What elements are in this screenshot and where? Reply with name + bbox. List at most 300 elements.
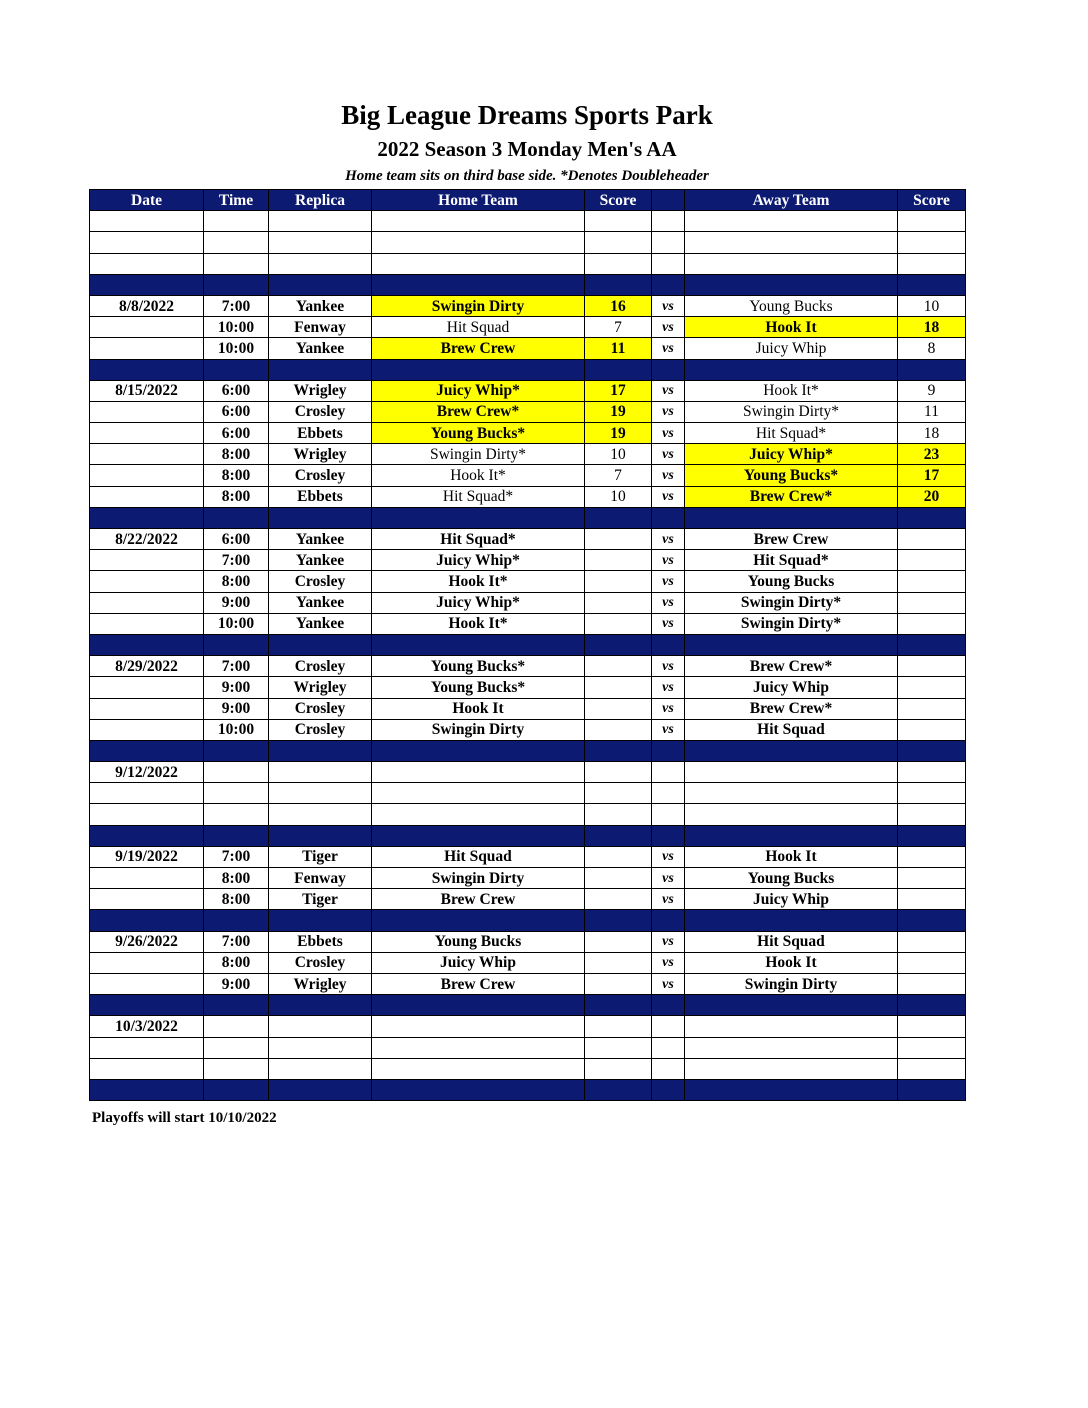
- time-cell: 9:00: [204, 677, 269, 698]
- away-team-cell: Hook It: [685, 952, 898, 973]
- replica-cell: [269, 274, 372, 295]
- home-team-cell: [372, 783, 585, 804]
- away-score-cell: [898, 507, 966, 528]
- date-row: [90, 1016, 966, 1037]
- home-score-cell: 7: [585, 317, 652, 338]
- replica-cell: Tiger: [269, 889, 372, 910]
- vs-cell: [652, 507, 685, 528]
- replica-cell: Crosley: [269, 401, 372, 422]
- home-team-cell: Hook It*: [372, 571, 585, 592]
- away-team-cell: [685, 634, 898, 655]
- away-score-cell: [898, 973, 966, 994]
- game-row: [90, 401, 966, 422]
- vs-cell: vs: [652, 529, 685, 550]
- home-score-cell: [585, 973, 652, 994]
- home-team-cell: [372, 1016, 585, 1037]
- time-cell: [204, 232, 269, 253]
- vs-cell: [652, 253, 685, 274]
- game-row: [90, 846, 966, 867]
- vs-cell: [652, 1079, 685, 1100]
- replica-cell: Yankee: [269, 592, 372, 613]
- home-score-cell: [585, 1079, 652, 1100]
- time-cell: 10:00: [204, 613, 269, 634]
- time-cell: 7:00: [204, 931, 269, 952]
- away-score-cell: 18: [898, 423, 966, 444]
- home-team-cell: Juicy Whip*: [372, 550, 585, 571]
- game-row: [90, 889, 966, 910]
- home-team-cell: Brew Crew*: [372, 401, 585, 422]
- vs-cell: vs: [652, 613, 685, 634]
- vs-cell: [652, 359, 685, 380]
- date-cell: [90, 719, 204, 740]
- home-score-cell: 10: [585, 486, 652, 507]
- replica-cell: [269, 634, 372, 655]
- away-score-cell: [898, 804, 966, 825]
- time-cell: [204, 910, 269, 931]
- table-header-row: [90, 190, 966, 211]
- vs-cell: vs: [652, 338, 685, 359]
- home-score-cell: [585, 550, 652, 571]
- vs-cell: vs: [652, 677, 685, 698]
- date-cell: [90, 486, 204, 507]
- vs-cell: [652, 232, 685, 253]
- date-cell: [90, 889, 204, 910]
- away-score-cell: [898, 698, 966, 719]
- game-row: [90, 931, 966, 952]
- home-team-cell: [372, 253, 585, 274]
- away-score-cell: [898, 846, 966, 867]
- time-cell: [204, 740, 269, 761]
- game-row: [90, 973, 966, 994]
- home-team-cell: [372, 740, 585, 761]
- away-team-cell: Hook It: [685, 846, 898, 867]
- away-team-cell: [685, 253, 898, 274]
- away-score-cell: [898, 719, 966, 740]
- replica-cell: Crosley: [269, 698, 372, 719]
- time-cell: [204, 253, 269, 274]
- away-score-cell: [898, 825, 966, 846]
- away-team-cell: Young Bucks: [685, 295, 898, 316]
- time-cell: 7:00: [204, 656, 269, 677]
- away-team-cell: [685, 211, 898, 232]
- game-row: [90, 423, 966, 444]
- empty-row: [90, 232, 966, 253]
- away-team-cell: Swingin Dirty*: [685, 613, 898, 634]
- time-cell: 6:00: [204, 529, 269, 550]
- date-cell: [90, 571, 204, 592]
- away-score-cell: [898, 1016, 966, 1037]
- home-score-cell: [585, 740, 652, 761]
- date-cell: [90, 338, 204, 359]
- home-team-cell: Hit Squad: [372, 846, 585, 867]
- home-team-cell: [372, 507, 585, 528]
- date-cell: 8/29/2022: [90, 656, 204, 677]
- date-cell: [90, 232, 204, 253]
- separator-row: [90, 359, 966, 380]
- date-cell: [90, 465, 204, 486]
- time-cell: 8:00: [204, 444, 269, 465]
- game-row: [90, 592, 966, 613]
- home-team-cell: Juicy Whip*: [372, 592, 585, 613]
- away-team-cell: [685, 359, 898, 380]
- date-cell: [90, 1037, 204, 1058]
- replica-cell: [269, 1058, 372, 1079]
- home-team-cell: Hook It: [372, 698, 585, 719]
- vs-cell: vs: [652, 550, 685, 571]
- away-team-cell: Young Bucks*: [685, 465, 898, 486]
- home-team-cell: Young Bucks*: [372, 656, 585, 677]
- time-cell: 10:00: [204, 338, 269, 359]
- time-cell: [204, 804, 269, 825]
- time-cell: [204, 1016, 269, 1037]
- time-cell: 8:00: [204, 486, 269, 507]
- page-title: Big League Dreams Sports Park: [341, 100, 713, 130]
- replica-cell: Ebbets: [269, 486, 372, 507]
- date-cell: [90, 740, 204, 761]
- away-score-cell: 23: [898, 444, 966, 465]
- time-cell: [204, 507, 269, 528]
- home-score-cell: [585, 274, 652, 295]
- date-cell: [90, 613, 204, 634]
- empty-row: [90, 253, 966, 274]
- home-team-note: Home team sits on third base side. *Denotes Doubleheader: [345, 168, 709, 184]
- replica-cell: Crosley: [269, 465, 372, 486]
- time-cell: [204, 211, 269, 232]
- vs-cell: vs: [652, 401, 685, 422]
- away-team-cell: [685, 910, 898, 931]
- away-score-cell: 11: [898, 401, 966, 422]
- away-score-cell: [898, 613, 966, 634]
- home-score-cell: [585, 868, 652, 889]
- home-score-cell: [585, 507, 652, 528]
- home-score-cell: [585, 529, 652, 550]
- time-cell: [204, 359, 269, 380]
- replica-cell: [269, 995, 372, 1016]
- vs-cell: vs: [652, 444, 685, 465]
- away-score-cell: 20: [898, 486, 966, 507]
- away-score-cell: [898, 592, 966, 613]
- game-row: [90, 868, 966, 889]
- replica-cell: [269, 1037, 372, 1058]
- time-cell: 6:00: [204, 423, 269, 444]
- header-away-team: Away Team: [685, 190, 898, 211]
- vs-cell: vs: [652, 846, 685, 867]
- home-team-cell: Hook It*: [372, 465, 585, 486]
- time-cell: [204, 634, 269, 655]
- home-team-cell: Hit Squad*: [372, 486, 585, 507]
- replica-cell: Crosley: [269, 571, 372, 592]
- vs-cell: [652, 825, 685, 846]
- home-team-cell: Young Bucks: [372, 931, 585, 952]
- time-cell: [204, 1058, 269, 1079]
- game-row: [90, 465, 966, 486]
- away-score-cell: [898, 1079, 966, 1100]
- vs-cell: [652, 740, 685, 761]
- home-score-cell: [585, 825, 652, 846]
- header-home-score: Score: [585, 190, 652, 211]
- time-cell: [204, 762, 269, 783]
- replica-cell: Yankee: [269, 529, 372, 550]
- time-cell: 10:00: [204, 317, 269, 338]
- vs-cell: vs: [652, 592, 685, 613]
- home-team-cell: [372, 634, 585, 655]
- empty-row: [90, 211, 966, 232]
- replica-cell: Yankee: [269, 295, 372, 316]
- away-team-cell: Young Bucks: [685, 571, 898, 592]
- time-cell: 9:00: [204, 592, 269, 613]
- date-cell: 9/26/2022: [90, 931, 204, 952]
- away-score-cell: 17: [898, 465, 966, 486]
- home-score-cell: [585, 592, 652, 613]
- game-row: [90, 486, 966, 507]
- time-cell: 10:00: [204, 719, 269, 740]
- date-cell: 8/22/2022: [90, 529, 204, 550]
- date-cell: 9/19/2022: [90, 846, 204, 867]
- away-team-cell: Brew Crew: [685, 529, 898, 550]
- home-team-cell: [372, 359, 585, 380]
- vs-cell: [652, 804, 685, 825]
- home-score-cell: [585, 1016, 652, 1037]
- date-cell: [90, 253, 204, 274]
- vs-cell: vs: [652, 889, 685, 910]
- vs-cell: [652, 211, 685, 232]
- separator-row: [90, 825, 966, 846]
- away-team-cell: [685, 740, 898, 761]
- home-score-cell: [585, 656, 652, 677]
- time-cell: 8:00: [204, 889, 269, 910]
- away-team-cell: Swingin Dirty*: [685, 592, 898, 613]
- home-team-cell: [372, 825, 585, 846]
- home-score-cell: [585, 677, 652, 698]
- away-score-cell: [898, 274, 966, 295]
- playoffs-note: Playoffs will start 10/10/2022: [92, 1110, 277, 1126]
- replica-cell: [269, 507, 372, 528]
- game-row: [90, 338, 966, 359]
- away-score-cell: [898, 656, 966, 677]
- separator-row: [90, 634, 966, 655]
- separator-row: [90, 274, 966, 295]
- date-row: [90, 762, 966, 783]
- replica-cell: Wrigley: [269, 973, 372, 994]
- replica-cell: Wrigley: [269, 677, 372, 698]
- replica-cell: Crosley: [269, 952, 372, 973]
- date-cell: [90, 634, 204, 655]
- home-score-cell: [585, 952, 652, 973]
- home-score-cell: [585, 232, 652, 253]
- schedule-body: [90, 211, 966, 1101]
- vs-cell: vs: [652, 423, 685, 444]
- game-row: [90, 656, 966, 677]
- away-team-cell: [685, 1037, 898, 1058]
- date-cell: [90, 677, 204, 698]
- home-team-cell: [372, 1037, 585, 1058]
- replica-cell: [269, 232, 372, 253]
- time-cell: [204, 1079, 269, 1100]
- replica-cell: Ebbets: [269, 423, 372, 444]
- game-row: [90, 550, 966, 571]
- away-team-cell: Brew Crew*: [685, 656, 898, 677]
- home-score-cell: 16: [585, 295, 652, 316]
- away-team-cell: Hit Squad*: [685, 423, 898, 444]
- home-score-cell: [585, 804, 652, 825]
- replica-cell: Yankee: [269, 613, 372, 634]
- date-cell: 8/8/2022: [90, 295, 204, 316]
- home-score-cell: [585, 253, 652, 274]
- replica-cell: Yankee: [269, 550, 372, 571]
- date-cell: [90, 804, 204, 825]
- home-score-cell: [585, 846, 652, 867]
- away-score-cell: [898, 762, 966, 783]
- home-team-cell: [372, 804, 585, 825]
- replica-cell: [269, 1016, 372, 1037]
- vs-cell: [652, 1058, 685, 1079]
- replica-cell: Yankee: [269, 338, 372, 359]
- home-team-cell: [372, 274, 585, 295]
- home-score-cell: 19: [585, 423, 652, 444]
- empty-row: [90, 783, 966, 804]
- home-score-cell: [585, 719, 652, 740]
- replica-cell: [269, 910, 372, 931]
- away-score-cell: 9: [898, 380, 966, 401]
- vs-cell: vs: [652, 656, 685, 677]
- header-home-team: Home Team: [372, 190, 585, 211]
- replica-cell: [269, 825, 372, 846]
- date-cell: [90, 444, 204, 465]
- time-cell: [204, 995, 269, 1016]
- away-team-cell: [685, 1058, 898, 1079]
- away-team-cell: [685, 825, 898, 846]
- vs-cell: vs: [652, 952, 685, 973]
- home-score-cell: [585, 211, 652, 232]
- replica-cell: [269, 804, 372, 825]
- away-team-cell: Juicy Whip: [685, 889, 898, 910]
- away-score-cell: 10: [898, 295, 966, 316]
- home-team-cell: [372, 995, 585, 1016]
- date-cell: 10/3/2022: [90, 1016, 204, 1037]
- home-score-cell: 11: [585, 338, 652, 359]
- home-score-cell: [585, 359, 652, 380]
- away-score-cell: [898, 253, 966, 274]
- replica-cell: [269, 359, 372, 380]
- time-cell: 6:00: [204, 401, 269, 422]
- vs-cell: vs: [652, 973, 685, 994]
- vs-cell: vs: [652, 465, 685, 486]
- away-team-cell: [685, 507, 898, 528]
- home-score-cell: [585, 1037, 652, 1058]
- date-cell: [90, 507, 204, 528]
- home-team-cell: [372, 762, 585, 783]
- away-team-cell: Hook It*: [685, 380, 898, 401]
- separator-row: [90, 507, 966, 528]
- away-team-cell: [685, 1079, 898, 1100]
- away-team-cell: Hit Squad: [685, 931, 898, 952]
- time-cell: 7:00: [204, 295, 269, 316]
- home-team-cell: Juicy Whip: [372, 952, 585, 973]
- vs-cell: [652, 995, 685, 1016]
- replica-cell: Crosley: [269, 656, 372, 677]
- game-row: [90, 295, 966, 316]
- vs-cell: vs: [652, 380, 685, 401]
- replica-cell: [269, 783, 372, 804]
- header-away-score: Score: [898, 190, 966, 211]
- time-cell: [204, 1037, 269, 1058]
- time-cell: 8:00: [204, 868, 269, 889]
- away-team-cell: Brew Crew*: [685, 486, 898, 507]
- home-team-cell: Young Bucks*: [372, 677, 585, 698]
- separator-row: [90, 910, 966, 931]
- away-score-cell: [898, 889, 966, 910]
- replica-cell: [269, 762, 372, 783]
- away-team-cell: Juicy Whip: [685, 677, 898, 698]
- vs-cell: vs: [652, 571, 685, 592]
- away-score-cell: [898, 550, 966, 571]
- vs-cell: [652, 634, 685, 655]
- replica-cell: [269, 253, 372, 274]
- time-cell: 8:00: [204, 465, 269, 486]
- date-cell: [90, 359, 204, 380]
- home-score-cell: 10: [585, 444, 652, 465]
- replica-cell: Wrigley: [269, 444, 372, 465]
- date-cell: 8/15/2022: [90, 380, 204, 401]
- game-row: [90, 719, 966, 740]
- separator-row: [90, 740, 966, 761]
- separator-row: [90, 1079, 966, 1100]
- home-score-cell: [585, 762, 652, 783]
- replica-cell: Tiger: [269, 846, 372, 867]
- away-score-cell: [898, 529, 966, 550]
- date-cell: [90, 952, 204, 973]
- header-date: Date: [90, 190, 204, 211]
- date-cell: [90, 592, 204, 613]
- replica-cell: Fenway: [269, 868, 372, 889]
- vs-cell: vs: [652, 868, 685, 889]
- home-score-cell: 17: [585, 380, 652, 401]
- page-subtitle: 2022 Season 3 Monday Men's AA: [377, 137, 677, 161]
- away-team-cell: [685, 1016, 898, 1037]
- away-score-cell: [898, 232, 966, 253]
- home-score-cell: [585, 910, 652, 931]
- time-cell: 8:00: [204, 952, 269, 973]
- separator-row: [90, 995, 966, 1016]
- away-team-cell: Hook It: [685, 317, 898, 338]
- away-score-cell: [898, 783, 966, 804]
- date-cell: [90, 910, 204, 931]
- vs-cell: vs: [652, 698, 685, 719]
- away-team-cell: [685, 995, 898, 1016]
- home-team-cell: [372, 211, 585, 232]
- schedule-table: [89, 189, 966, 1101]
- home-team-cell: Hit Squad: [372, 317, 585, 338]
- away-team-cell: [685, 804, 898, 825]
- home-team-cell: [372, 1058, 585, 1079]
- away-team-cell: [685, 783, 898, 804]
- replica-cell: Wrigley: [269, 380, 372, 401]
- replica-cell: [269, 740, 372, 761]
- away-score-cell: [898, 952, 966, 973]
- time-cell: [204, 783, 269, 804]
- time-cell: 9:00: [204, 698, 269, 719]
- empty-row: [90, 1058, 966, 1079]
- game-row: [90, 529, 966, 550]
- game-row: [90, 380, 966, 401]
- game-row: [90, 317, 966, 338]
- time-cell: [204, 825, 269, 846]
- time-cell: 7:00: [204, 846, 269, 867]
- away-score-cell: [898, 571, 966, 592]
- vs-cell: [652, 783, 685, 804]
- home-team-cell: Juicy Whip*: [372, 380, 585, 401]
- game-row: [90, 698, 966, 719]
